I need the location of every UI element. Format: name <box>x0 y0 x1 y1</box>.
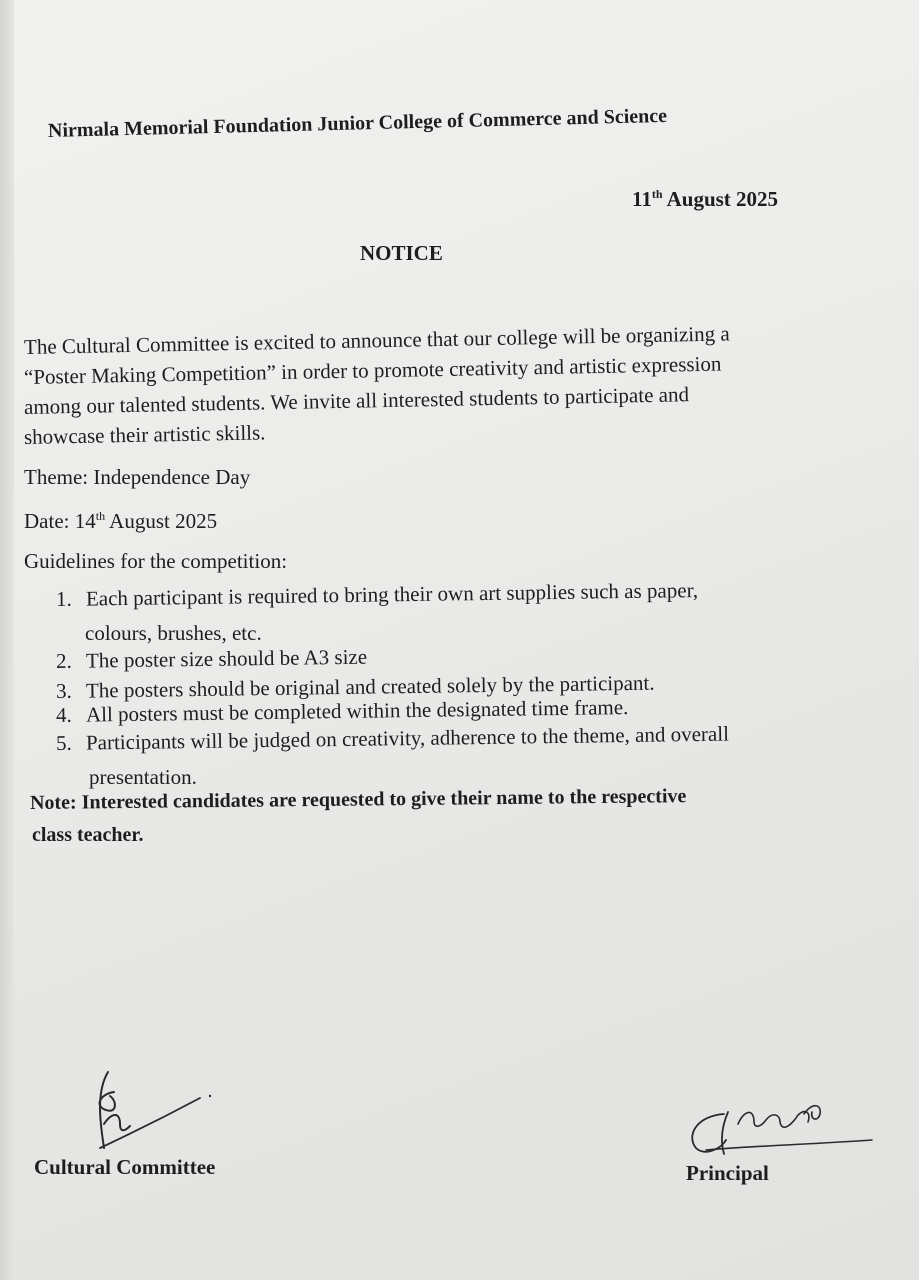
notice-title: NOTICE <box>360 241 443 265</box>
note-line-1: Note: Interested candidates are requested to give their name to the respective <box>29 785 687 814</box>
guideline-number-2: 2. <box>55 648 72 673</box>
guidelines-heading: Guidelines for the competition: <box>24 549 288 573</box>
guideline-text-1: Each participant is required to bring their own art supplies such as paper, <box>85 578 699 611</box>
college-name: Nirmala Memorial Foundation Junior College of Commerce and Science <box>47 104 668 142</box>
notice-date-rest: August 2025 <box>666 187 779 211</box>
guideline-text-4: All posters must be completed within the designated time frame. <box>85 695 629 727</box>
guideline-number-3: 3. <box>55 678 72 703</box>
guideline-text-3: The posters should be original and created solely by the participant. <box>85 670 655 703</box>
event-date-line <box>24 508 217 534</box>
event-date-rest: August 2025 <box>109 509 218 533</box>
guideline-text-2: The poster size should be A3 size <box>85 644 368 673</box>
paragraph-line-2: “Poster Making Competition” in order to promote creativity and artistic expression <box>23 351 722 389</box>
guideline-text-5: Participants will be judged on creativity, adherence to the theme, and overall <box>85 721 730 755</box>
paragraph-line-4: showcase their artistic skills. <box>23 420 266 449</box>
paragraph-line-3: among our talented students. We invite all interested students to participate and <box>23 382 690 419</box>
guideline-item-1 <box>56 577 698 612</box>
guideline-number-5: 5. <box>55 730 72 755</box>
notice-date <box>632 186 778 212</box>
cultural-committee-signature <box>90 1062 220 1152</box>
event-date-label: Date: 14 <box>24 509 96 533</box>
cultural-committee-label: Cultural Committee <box>34 1155 216 1179</box>
guideline-number-1: 1. <box>55 586 72 611</box>
guideline-number-4: 4. <box>55 702 72 727</box>
paragraph-line-1: The Cultural Committee is excited to announce that our college will be organizing a <box>23 321 730 359</box>
guideline-item-5-continued: presentation. <box>89 765 197 789</box>
event-date-suffix: th <box>95 509 106 523</box>
principal-label: Principal <box>686 1161 769 1185</box>
principal-signature <box>684 1092 874 1162</box>
guideline-item-1-continued: colours, brushes, etc. <box>85 621 262 645</box>
note-line-2: class teacher. <box>32 824 144 846</box>
paper-edge-shadow <box>0 0 14 1280</box>
theme-line: Theme: Independence Day <box>24 465 251 489</box>
notice-date-day: 11 <box>632 187 652 211</box>
guideline-item-2 <box>56 644 367 674</box>
notice-date-suffix: th <box>651 187 663 201</box>
